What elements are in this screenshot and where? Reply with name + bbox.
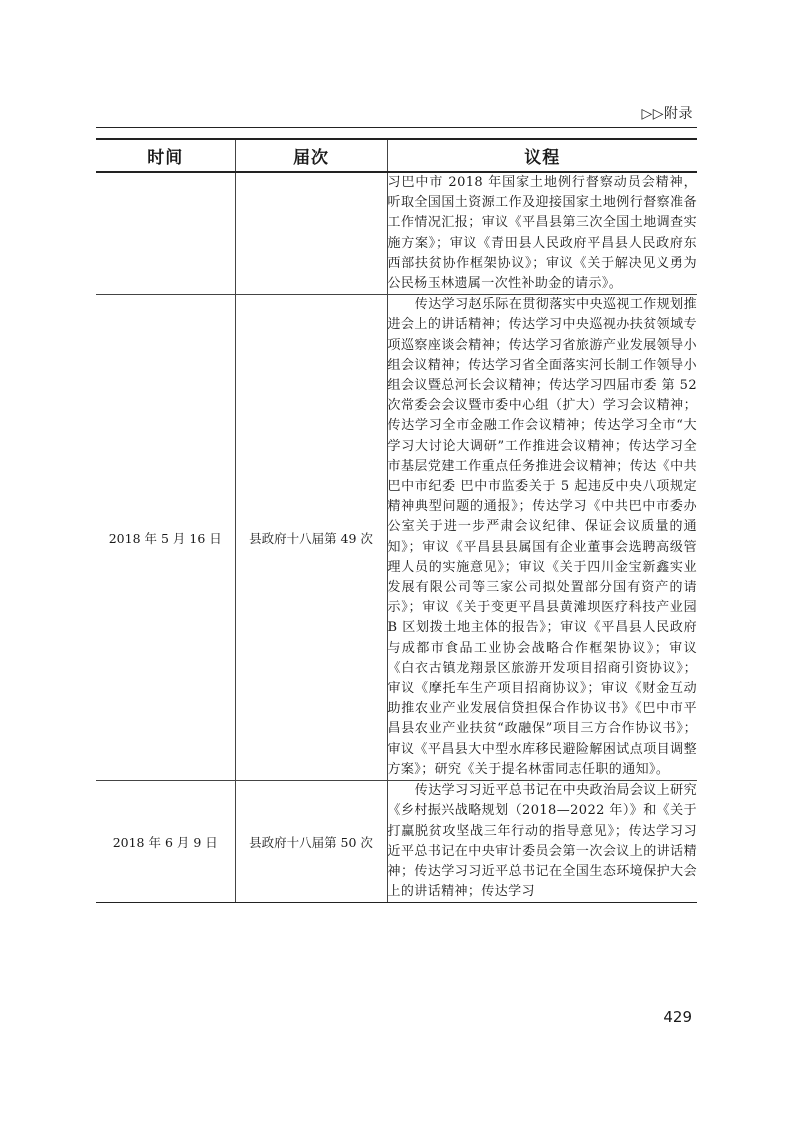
row-session bbox=[235, 172, 387, 295]
row-date: 2018 年 5 月 16 日 bbox=[96, 295, 235, 781]
column-header-date: 时间 bbox=[96, 139, 235, 172]
page-number: 429 bbox=[663, 1008, 692, 1026]
header-rule bbox=[96, 127, 697, 128]
agenda-text: 传达学习习近平总书记在中央政治局会议上研究《乡村振兴战略规划（2018—2022 年）》和《关于打赢脱贫攻坚战三年行动的指导意见》；传达学习习近平总书记在中央审计委员会第一次会议上的讲话精神；传达学习习近平总书记在全国生态环境保护大会上的讲话精神；传达学习 bbox=[387, 783, 697, 900]
row-date bbox=[96, 172, 235, 295]
agenda-text: 传达学习赵乐际在贯彻落实中央巡视工作规划推进会上的讲话精神；传达学习中央巡视办扶贫领域专项巡察座谈会精神；传达学习省旅游产业发展领导小组会议精神；传达学习省全面落实河长制工作领导小组会议暨总河长会议精神；传达学习四届市委 第 52 次常委会会议暨市委中心组（扩大）学习会议精神；传达学习全市金融工作会议精神；传达学习全市“大学习大讨论大调研”工作推进会议精神；传达学习全市基层党建工作重点任务推进会议精神；传达《中共巴中市纪委 巴中市监委关于 5 起违反中央八项规定精神典型问题的通报》；传达学习《中共巴中市委办公室关于进一步严肃会议纪律、保证会议质量的通知》；审议《平昌县县属国有企业董事会选聘高级管理人员的实施意见》；审议《关于四川金宝新鑫实业发展有限公司等三家公司拟处置部分国有资产的请示》；审议《关于变更平昌县黄滩坝医疗科技产业园 B 区划拨土地主体的报告》；审议《平昌县人民政府与成都市食品工业协会战略合作框架协议》；审议《白衣古镇龙翔景区旅游开发项目招商引资协议》；审议《摩托车生产项目招商协议》；审议《财金互动助推农业产业发展信贷担保合作协议书》《巴中市平昌县农业产业扶贫“政融保”项目三方合作协议书》；审议《平昌县大中型水库移民避险解困试点项目调整方案》；研究《关于提名林雷同志任职的通知》。 bbox=[387, 297, 697, 777]
row-date: 2018 年 6 月 9 日 bbox=[96, 781, 235, 903]
table-row bbox=[96, 781, 697, 903]
row-agenda bbox=[387, 295, 697, 781]
agenda-text: 习巴中市 2018 年国家土地例行督察动员会精神，听取全国国土资源工作及迎接国家土地例行督察准备工作情况汇报；审议《平昌县第三次全国土地调查实施方案》；审议《青田县人民政府平昌县人民政府东西部扶贫协作框架协议》；审议《关于解决见义勇为公民杨玉林遗属一次性补助金的请示》。 bbox=[387, 175, 697, 292]
column-header-session: 届次 bbox=[235, 139, 387, 172]
row-agenda bbox=[387, 781, 697, 903]
table-row bbox=[96, 295, 697, 781]
row-session: 县政府十八届第 49 次 bbox=[235, 295, 387, 781]
column-header-agenda: 议程 bbox=[387, 139, 697, 172]
table-header-row bbox=[96, 139, 697, 172]
table-row bbox=[96, 172, 697, 295]
meeting-schedule-table bbox=[96, 138, 697, 903]
row-session: 县政府十八届第 50 次 bbox=[235, 781, 387, 903]
row-agenda bbox=[387, 172, 697, 295]
section-label: ▷▷附录 bbox=[641, 106, 693, 122]
